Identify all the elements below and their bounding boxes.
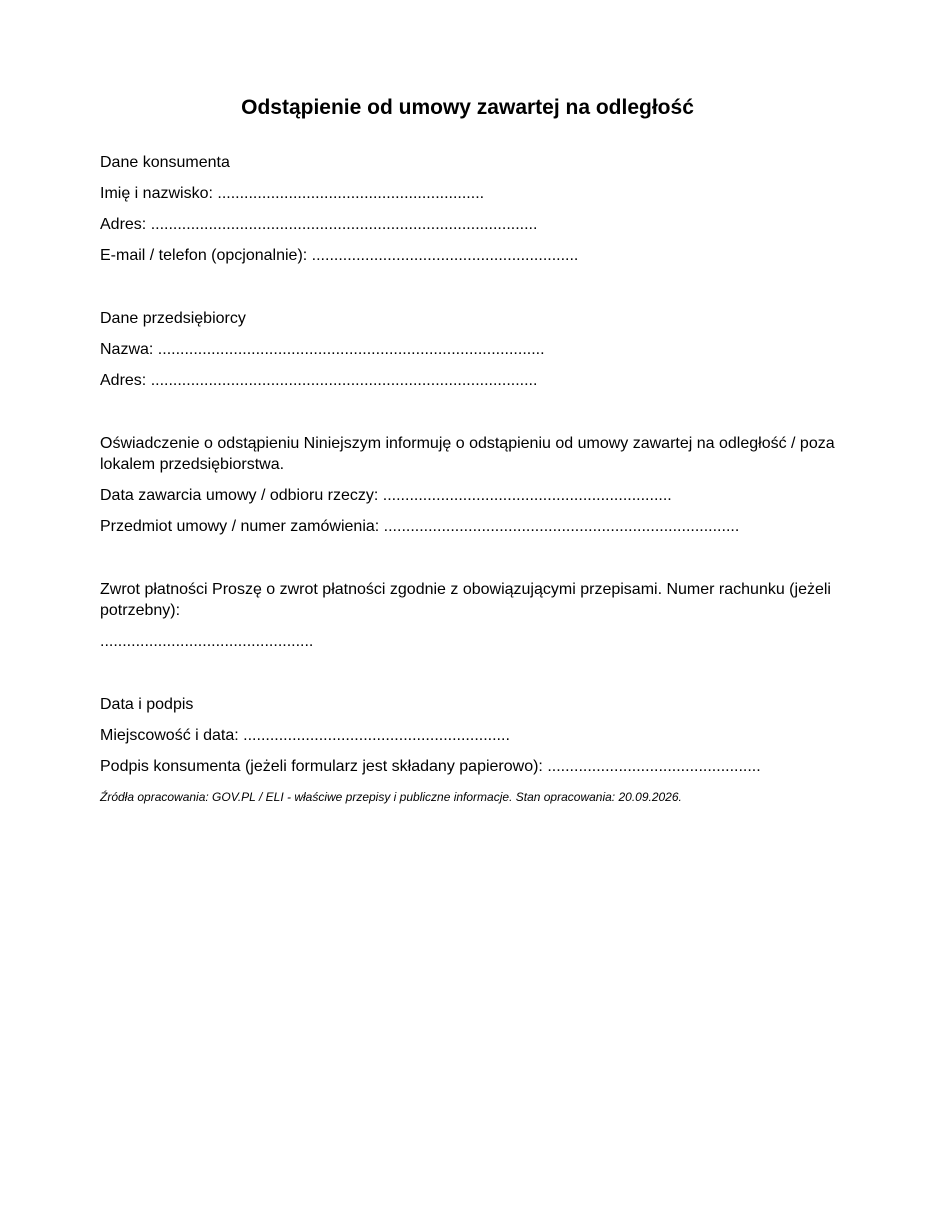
- bank-account-field: ................................................: [100, 633, 314, 650]
- statement-section: [100, 433, 840, 537]
- refund-section: [100, 579, 840, 652]
- consumer-contact-field: E-mail / telefon (opcjonalnie): ............................................................: [100, 247, 579, 264]
- contract-date-field: Data zawarcia umowy / odbioru rzeczy: .................................................................: [100, 487, 672, 504]
- section-spacer: [100, 401, 840, 433]
- signature-section: [100, 694, 840, 777]
- place-date-field: Miejscowość i data: ............................................................: [100, 727, 510, 744]
- signature-heading: Data i podpis: [100, 696, 194, 713]
- section-spacer: [100, 662, 840, 694]
- consumer-signature-field: Podpis konsumenta (jeżeli formularz jest składany papierowo): ................................................: [100, 758, 761, 775]
- business-name-field: Nazwa: .......................................................................................: [100, 341, 545, 358]
- refund-text: Zwrot płatności Proszę o zwrot płatności zgodnie z obowiązującymi przepisami. Numer rachunku (jeżeli potrzebny):: [100, 581, 831, 619]
- business-heading: Dane przedsiębiorcy: [100, 310, 246, 327]
- contract-subject-field: Przedmiot umowy / numer zamówienia: ................................................................................: [100, 518, 740, 535]
- business-address-field: Adres: .......................................................................................: [100, 372, 538, 389]
- statement-text: Oświadczenie o odstąpieniu Niniejszym informuję o odstąpieniu od umowy zawartej na odległość / poza lokalem przedsiębiorstwa.: [100, 435, 835, 473]
- consumer-address-field: Adres: .......................................................................................: [100, 216, 538, 233]
- sources-footnote: Źródła opracowania: GOV.PL / ELI - właściwe przepisy i publiczne informacje. Stan opracowania: 20.09.2026.: [100, 790, 682, 804]
- consumer-section: [100, 152, 840, 266]
- consumer-heading: Dane konsumenta: [100, 154, 230, 171]
- document-body: [100, 152, 840, 805]
- consumer-name-field: Imię i nazwisko: ............................................................: [100, 185, 485, 202]
- section-spacer: [100, 276, 840, 308]
- section-spacer: [100, 547, 840, 579]
- business-section: [100, 308, 840, 391]
- document-title: Odstąpienie od umowy zawartej na odległość: [241, 96, 694, 119]
